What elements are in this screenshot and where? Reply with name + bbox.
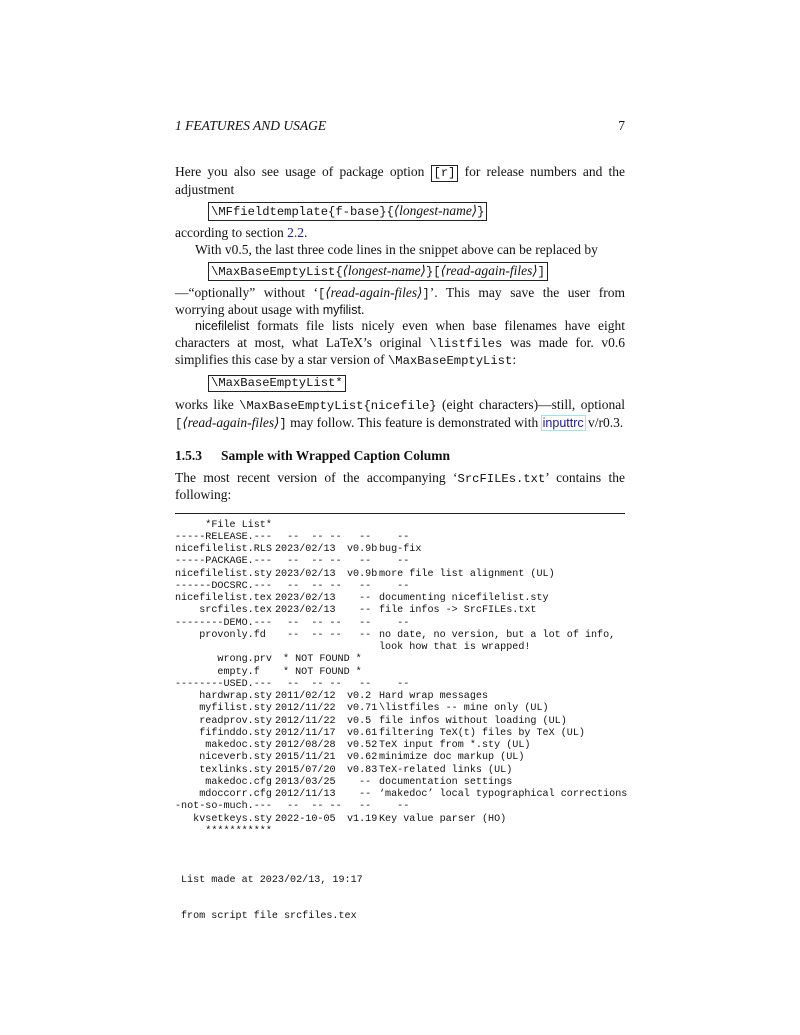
listing-filename: niceverb.sty xyxy=(175,752,272,764)
listing-caption: Hard wrap messages xyxy=(379,691,489,703)
listing-row xyxy=(175,814,625,826)
listing-date: -- -- -- xyxy=(275,556,342,568)
listing-filename: hardwrap.sty xyxy=(175,691,272,703)
listing-version xyxy=(347,642,379,654)
listing-filename: nicefilelist.RLS xyxy=(175,544,272,556)
listing-row xyxy=(175,679,625,691)
listing-caption: -- xyxy=(379,556,410,568)
listing-version: -- xyxy=(347,789,372,801)
paragraph-7: The most recent version of the accompanying ‘SrcFILEs.txt’ contains the following: xyxy=(175,469,625,503)
listing-filename: *********** xyxy=(175,825,272,837)
listing-version xyxy=(347,520,379,532)
listing-date: 2015/11/21 xyxy=(275,752,336,764)
listing-filename: readprov.sty xyxy=(175,715,272,727)
listing-version xyxy=(347,826,379,838)
listing-caption: ‘makedoc’ local typographical corrections xyxy=(379,789,628,801)
paragraph-6: works like \MaxBaseEmptyList{nicefile} (eight characters)—still, optional [⟨read-again-files⟩] may follow. This feature is demonstrated with inputtrc v/r0.3. xyxy=(175,397,625,431)
listing-date: 2012/11/22 xyxy=(275,715,336,727)
listing-date xyxy=(275,642,343,654)
latex-logo: LaTeX xyxy=(325,334,364,350)
listing-row xyxy=(175,520,625,532)
listing-caption: -- xyxy=(379,678,410,690)
listing-date: 2012/11/17 xyxy=(275,727,336,739)
listing-caption: look how that is wrapped! xyxy=(379,642,531,654)
listing-date: 2012/08/28 xyxy=(275,740,336,752)
listing-row xyxy=(175,777,625,789)
listing-version: -- xyxy=(347,629,372,641)
listing-row xyxy=(175,605,625,617)
listing-date: -- -- -- xyxy=(275,580,342,592)
listing-row xyxy=(175,630,625,642)
listing-version: -- xyxy=(347,531,372,543)
listing-caption: more file list alignment (UL) xyxy=(379,568,555,580)
listing-caption: \listfiles -- mine only (UL) xyxy=(379,703,549,715)
listing-caption: TeX-related links (UL) xyxy=(379,764,513,776)
listing-filename: ------DOCSRC.--- xyxy=(175,580,272,592)
listing-date xyxy=(275,826,343,838)
listing-caption: documentation settings xyxy=(379,776,513,788)
listing-caption: file infos without loading (UL) xyxy=(379,715,567,727)
listing-caption: filtering TeX(t) files by TeX (UL) xyxy=(379,727,585,739)
listing-version: v0.9b xyxy=(347,544,378,556)
listing-filename: nicefilelist.sty xyxy=(175,568,272,580)
listing-filename: fifinddo.sty xyxy=(175,727,272,739)
listing-not-found: * NOT FOUND * xyxy=(283,666,362,678)
listing-version: -- xyxy=(347,556,372,568)
listing-version: -- xyxy=(347,801,372,813)
listing-row xyxy=(175,618,625,630)
listing-date: 2023/02/13 xyxy=(275,593,336,605)
display-mffieldtemplate: \MFfieldtemplate{f-base}{⟨longest-name⟩} xyxy=(208,202,625,221)
section-ref-link[interactable]: 2.2 xyxy=(287,225,304,241)
listing-version: v0.61 xyxy=(347,727,378,739)
listing-filename: provonly.fd xyxy=(175,629,266,641)
listing-row xyxy=(175,556,625,568)
header-section: 1 FEATURES AND USAGE xyxy=(175,118,327,133)
listing-row xyxy=(175,642,625,654)
listing-footer xyxy=(181,850,625,948)
body-text xyxy=(175,164,628,948)
listing-filename: texlinks.sty xyxy=(175,764,272,776)
section-heading: 1.5.3 Sample with Wrapped Caption Column xyxy=(175,447,451,463)
listing-filename: makedoc.cfg xyxy=(175,776,272,788)
listing-row xyxy=(175,740,625,752)
listing-date: 2023/02/13 xyxy=(275,544,336,556)
listing-version: v1.19 xyxy=(347,813,378,825)
paragraph-3: With v0.5, the last three code lines in the snippet above can be replaced by xyxy=(195,241,598,257)
listing-filename: empty.f xyxy=(175,666,260,678)
page-number: 7 xyxy=(618,118,625,133)
listing-version: v0.62 xyxy=(347,752,378,764)
listing-caption: documenting nicefilelist.sty xyxy=(379,593,549,605)
listing-filename: -----PACKAGE.--- xyxy=(175,556,272,568)
listing-version: -- xyxy=(347,776,372,788)
listing-caption: Key value parser (HO) xyxy=(379,813,507,825)
inputtrc-link[interactable]: inputtrc xyxy=(542,415,584,430)
listing-date: -- -- -- xyxy=(275,801,342,813)
listing-version: -- xyxy=(347,605,372,617)
listing-filename: myfilist.sty xyxy=(175,703,272,715)
listing-date: 2012/11/13 xyxy=(275,789,336,801)
listing-version: v0.9b xyxy=(347,568,378,580)
listing-filename: -not-so-much.--- xyxy=(175,801,272,813)
footer-line-2: from script file srcfiles.tex xyxy=(181,911,357,923)
footer-line-1: List made at 2023/02/13, 19:17 xyxy=(181,874,363,886)
listing-rule xyxy=(175,513,625,514)
listing-row xyxy=(175,752,625,764)
listing-caption: file infos -> SrcFILEs.txt xyxy=(379,605,537,617)
listing-date: 2011/02/12 xyxy=(275,691,336,703)
listing-filename: nicefilelist.tex xyxy=(175,593,272,605)
listing-filename: --------DEMO.--- xyxy=(175,617,272,629)
listing-version: -- xyxy=(347,617,372,629)
listing-row xyxy=(175,801,625,813)
listing-filename: -----RELEASE.--- xyxy=(175,531,272,543)
listing-filename: --------USED.--- xyxy=(175,678,272,690)
listing-date: 2012/11/22 xyxy=(275,703,336,715)
listing-version: v0.71 xyxy=(347,703,378,715)
listing-caption: TeX input from *.sty (UL) xyxy=(379,740,531,752)
paragraph-1: Here you also see usage of package option [r] for release numbers and the adjustment xyxy=(175,164,625,197)
listing-filename: makedoc.sty xyxy=(175,740,272,752)
listing-caption: -- xyxy=(379,580,410,592)
listing-version: v0.5 xyxy=(347,715,372,727)
listing-date: 2023/02/13 xyxy=(275,605,336,617)
listing-date: 2015/07/20 xyxy=(275,764,336,776)
listing-row xyxy=(175,691,625,703)
option-box: [r] xyxy=(431,165,459,182)
listing-filename: srcfiles.tex xyxy=(175,605,272,617)
paragraph-2: according to section 2.2. xyxy=(175,225,308,241)
listing-caption: -- xyxy=(379,531,410,543)
running-header xyxy=(175,118,625,134)
listing-version: v0.83 xyxy=(347,764,378,776)
listing-version: -- xyxy=(347,678,372,690)
listing-date: -- -- -- xyxy=(275,531,342,543)
listing-filename: kvsetkeys.sty xyxy=(175,813,272,825)
listing-row xyxy=(175,716,625,728)
listing-row xyxy=(175,569,625,581)
listing-row xyxy=(175,667,625,679)
listing-date: -- -- -- xyxy=(275,678,342,690)
listing-date xyxy=(275,520,343,532)
listing-not-found: * NOT FOUND * xyxy=(283,654,362,666)
listing-row xyxy=(175,532,625,544)
listing-caption: -- xyxy=(379,801,410,813)
paragraph-4: —“optionally” without ‘[⟨read-again-files⟩]’. This may save the user from worrying about usage with myfilist. xyxy=(175,284,625,318)
listing-date: -- -- -- xyxy=(275,629,342,641)
paragraph-5: nicefilelist formats file lists nicely even when base filenames have eight characters at most, what LaTeX’s original \listfiles was made for. v0.6 simplifies this case by a star version of \MaxBaseEmptyList: xyxy=(175,318,626,369)
listing-date: -- -- -- xyxy=(275,617,342,629)
file-list-listing xyxy=(175,519,628,839)
listing-row xyxy=(175,765,625,777)
listing-filename: *File List* xyxy=(175,519,272,531)
listing-caption: -- xyxy=(379,617,410,629)
listing-row xyxy=(175,703,625,715)
listing-caption: bug-fix xyxy=(379,544,422,556)
listing-date: 2022-10-05 xyxy=(275,813,336,825)
listing-caption: no date, no version, but a lot of info, xyxy=(379,629,616,641)
listing-version: -- xyxy=(347,593,372,605)
listing-row xyxy=(175,654,625,666)
listing-row xyxy=(175,728,625,740)
listing-row xyxy=(175,544,625,556)
listing-row xyxy=(175,593,625,605)
display-maxbaseemptylist: \MaxBaseEmptyList{⟨longest-name⟩}[⟨read-again-files⟩] xyxy=(208,262,625,281)
listing-row xyxy=(175,789,628,801)
listing-caption: minimize doc markup (UL) xyxy=(379,752,525,764)
listing-date: 2013/03/25 xyxy=(275,776,336,788)
listing-filename xyxy=(175,642,267,654)
listing-filename: wrong.prv xyxy=(175,654,272,666)
listing-version: -- xyxy=(347,580,372,592)
display-maxbaseemptylist-star: \MaxBaseEmptyList* xyxy=(208,374,625,392)
listing-version: v0.52 xyxy=(347,740,378,752)
listing-row xyxy=(175,826,625,838)
listing-filename: mdoccorr.cfg xyxy=(175,789,272,801)
listing-version: v0.2 xyxy=(347,691,372,703)
listing-row xyxy=(175,581,625,593)
listing-date: 2023/02/13 xyxy=(275,568,336,580)
